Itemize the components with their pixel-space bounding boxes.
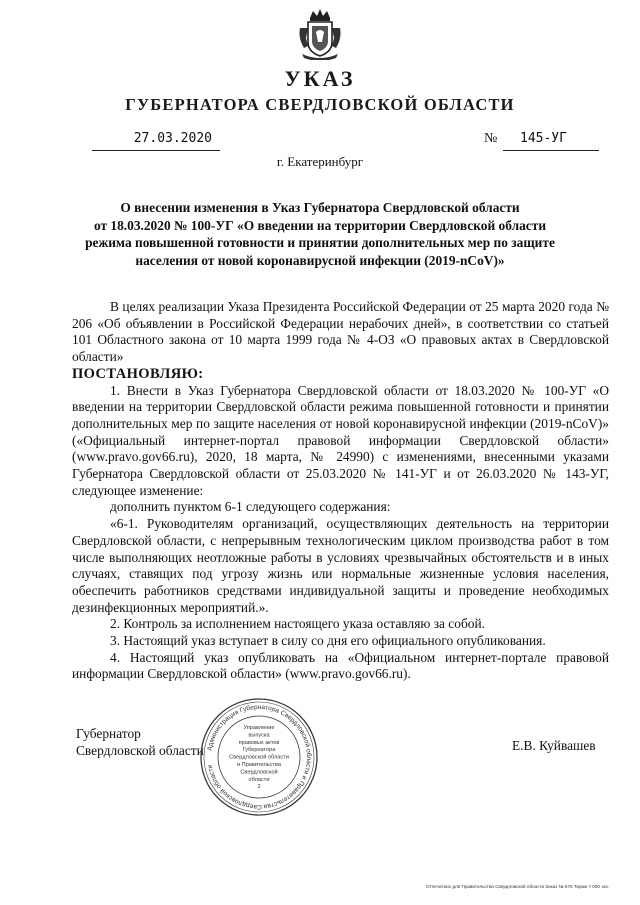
seal-center-line: Управление — [243, 725, 275, 731]
seal-center-text — [229, 725, 289, 790]
item-1-sub-paragraph: дополнить пунктом 6-1 следующего содержания: — [110, 499, 391, 515]
seal-center-line: и Правительства — [237, 762, 281, 768]
date-underline — [92, 150, 220, 151]
seal-center-line: Свердловской области — [229, 754, 289, 761]
seal-center-line: Губернатора — [242, 747, 276, 754]
official-seal — [196, 695, 322, 819]
seal-center-line: области — [248, 776, 270, 783]
resolve-heading: ПОСТАНОВЛЯЮ: — [72, 365, 204, 382]
decree-heading — [60, 199, 580, 269]
position-line: Губернатор — [76, 726, 141, 741]
seal-center-line: правовых актов — [238, 739, 280, 746]
heading-line: населения от новой коронавирусной инфекции (2019-nCoV)» — [135, 252, 505, 268]
item-4-paragraph: 4. Настоящий указ опубликовать на «Официальном интернет-портале правовой информации Свердловской области» (www.pravo.gov66.ru). — [72, 649, 609, 682]
number-underline — [503, 150, 599, 151]
signatory-position — [76, 726, 204, 759]
seal-center-line: выпуска — [248, 732, 270, 739]
decree-number: 145-УГ — [520, 131, 567, 146]
decree-issuer: ГУБЕРНАТОРА СВЕРДЛОВСКОЙ ОБЛАСТИ — [125, 95, 515, 114]
seal-ring-text: Администрация Губернатора Свердловской области и Правительства Свердловской области — [206, 703, 313, 811]
item-2-paragraph: 2. Контроль за исполнением настоящего указа оставляю за собой. — [110, 616, 485, 632]
coat-of-arms-emblem — [296, 8, 344, 60]
print-imprint: Отпечатано для Правительства Свердловской области Заказ № 575 Тираж 7 000 экз. — [426, 884, 610, 889]
preamble-paragraph: В целях реализации Указа Президента Российской Федерации от 25 марта 2020 года № 206 «Об объявлении в Российской Федерации нерабочих дней», в соответствии со статьей 101 Областного закона от 10 марта 1999 года № 4-ОЗ «О правовых актах в Свердловской области» — [72, 299, 609, 365]
city: г. Екатеринбург — [276, 154, 364, 169]
heading-line: от 18.03.2020 № 100-УГ «О введении на территории Свердловской области — [93, 217, 547, 233]
signatory-name: Е.В. Куйвашев — [512, 738, 596, 753]
decree-title: УКАЗ — [284, 66, 356, 91]
item-1-quote-paragraph: «6-1. Руководителям организаций, осуществляющих деятельность на территории Свердловской области, с непрерывным технологическим циклом производства работ в том числе выполняющих неотложные работы в условиях чрезвычайных обстоятельств и в иных случаях, ставящих под угрозу жизнь или нормальные жизненные условия населения, обеспечить работников средствами индивидуальной защиты и проведение необходимых дезинфекционных мероприятий.». — [72, 516, 609, 615]
seal-center-line: 2 — [257, 784, 261, 791]
position-line: Свердловской области — [76, 742, 204, 758]
decree-body — [72, 299, 609, 683]
seal-center-line: Свердловской — [240, 769, 278, 776]
heading-line: О внесении изменения в Указ Губернатора Свердловской области — [120, 200, 520, 215]
item-3-paragraph: 3. Настоящий указ вступает в силу со дня его официального опубликования. — [110, 633, 546, 649]
number-sign: № — [484, 131, 498, 146]
item-1-paragraph: 1. Внести в Указ Губернатора Свердловской области от 18.03.2020 № 100-УГ «О введении на территории Свердловской области режима повышенной готовности и принятии дополнительных мер по защите населения от новой коронавирусной инфекции (2019-nCoV)» («Официальный интернет-портал правовой информации Свердловской области» (www.pravo.gov66.ru), 2020, 18 марта, № 24990) с изменениями, внесенными указами Губернатора Свердловской области от 25.03.2020 № 141-УГ и от 26.03.2020 № 143-УГ, следующее изменение: — [72, 382, 609, 498]
heading-line: режима повышенной готовности и принятии дополнительных мер по защите — [85, 235, 555, 251]
decree-date: 27.03.2020 — [133, 131, 212, 146]
